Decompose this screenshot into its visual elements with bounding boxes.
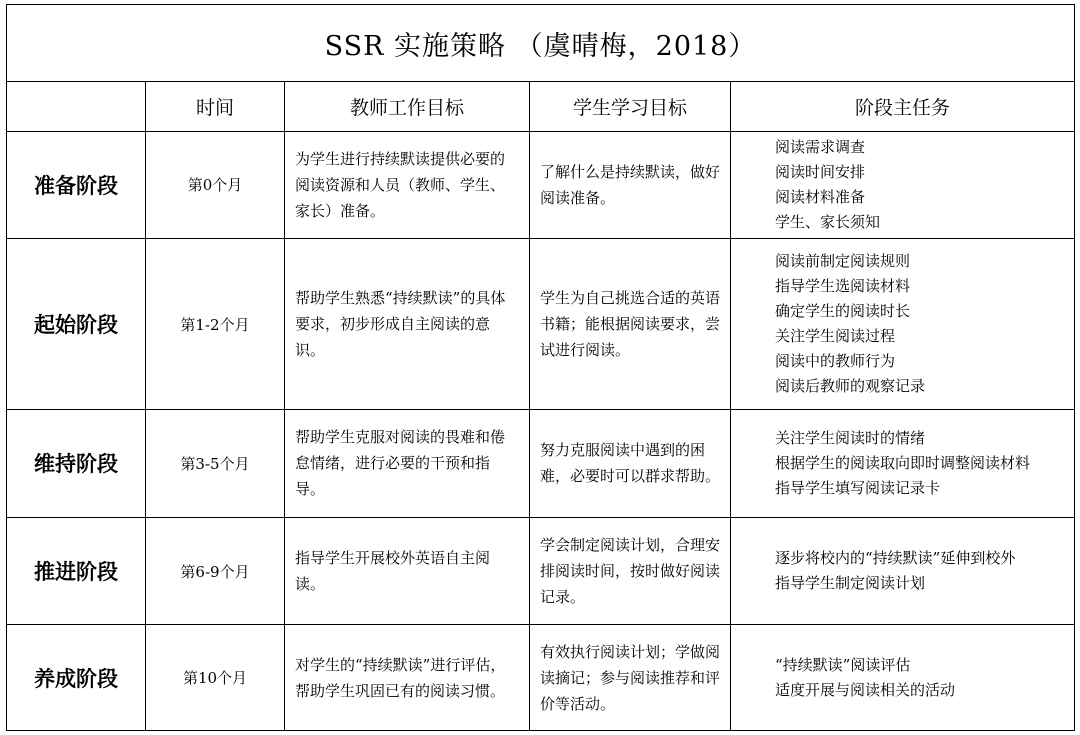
stage-time: 第1-2个月 xyxy=(146,239,285,410)
table-row xyxy=(7,625,1075,731)
header-teacher-goal: 教师工作目标 xyxy=(285,82,530,131)
task-item: 阅读后教师的观察记录 xyxy=(775,377,926,396)
task-item: 指导学生制定阅读计划 xyxy=(775,574,926,593)
stage-time: 第0个月 xyxy=(146,131,285,239)
main-tasks xyxy=(731,239,1075,410)
header-time: 时间 xyxy=(146,82,285,131)
table-row xyxy=(7,410,1075,518)
task-item: 根据学生的阅读取向即时调整阅读材料 xyxy=(775,453,1031,472)
teacher-goal: 对学生的“持续默读”进行评估，帮助学生巩固已有的阅读习惯。 xyxy=(285,625,530,731)
teacher-goal: 为学生进行持续默读提供必要的阅读资源和人员（教师、学生、家长）准备。 xyxy=(285,131,530,239)
task-item: “持续默读”阅读评估 xyxy=(775,655,911,674)
task-item: 学生、家长须知 xyxy=(775,212,881,231)
teacher-goal: 帮助学生熟悉“持续默读”的具体要求，初步形成自主阅读的意识。 xyxy=(285,239,530,410)
teacher-goal: 指导学生开展校外英语自主阅读。 xyxy=(285,517,530,625)
task-item: 确定学生的阅读时长 xyxy=(775,302,911,321)
header-main-tasks: 阶段主任务 xyxy=(731,82,1075,131)
main-tasks xyxy=(731,131,1075,239)
main-tasks xyxy=(731,410,1075,518)
task-item: 阅读前制定阅读规则 xyxy=(775,252,911,271)
stage-time: 第3-5个月 xyxy=(146,410,285,518)
table-title: SSR 实施策略 （虞晴梅，2018） xyxy=(7,5,1075,82)
task-item: 逐步将校内的“持续默读”延伸到校外 xyxy=(775,549,1016,568)
task-item: 阅读中的教师行为 xyxy=(775,352,896,371)
main-tasks xyxy=(731,625,1075,731)
student-goal: 努力克服阅读中遇到的困难，必要时可以群求帮助。 xyxy=(530,410,731,518)
task-item: 指导学生填写阅读记录卡 xyxy=(775,478,941,497)
student-goal: 学生为自己挑选合适的英语书籍；能根据阅读要求，尝试进行阅读。 xyxy=(530,239,731,410)
table-row xyxy=(7,517,1075,625)
header-student-goal: 学生学习目标 xyxy=(530,82,731,131)
stage-name: 推进阶段 xyxy=(7,517,146,625)
task-item: 阅读需求调查 xyxy=(775,137,866,156)
header-row xyxy=(7,82,1075,131)
stage-time: 第6-9个月 xyxy=(146,517,285,625)
ssr-strategy-table xyxy=(6,4,1075,731)
header-stage xyxy=(7,82,146,131)
stage-name: 准备阶段 xyxy=(7,131,146,239)
student-goal: 学会制定阅读计划，合理安排阅读时间，按时做好阅读记录。 xyxy=(530,517,731,625)
table-row xyxy=(7,131,1075,239)
student-goal: 了解什么是持续默读，做好阅读准备。 xyxy=(530,131,731,239)
stage-time: 第10个月 xyxy=(146,625,285,731)
stage-name: 养成阶段 xyxy=(7,625,146,731)
task-item: 适度开展与阅读相关的活动 xyxy=(775,680,956,699)
task-item: 阅读时间安排 xyxy=(775,162,866,181)
table-row xyxy=(7,239,1075,410)
task-item: 关注学生阅读时的情绪 xyxy=(775,428,926,447)
task-item: 阅读材料准备 xyxy=(775,187,866,206)
task-item: 指导学生选阅读材料 xyxy=(775,277,911,296)
stage-name: 维持阶段 xyxy=(7,410,146,518)
task-item: 关注学生阅读过程 xyxy=(775,327,896,346)
teacher-goal: 帮助学生克服对阅读的畏难和倦怠情绪，进行必要的干预和指导。 xyxy=(285,410,530,518)
student-goal: 有效执行阅读计划；学做阅读摘记；参与阅读推荐和评价等活动。 xyxy=(530,625,731,731)
main-tasks xyxy=(731,517,1075,625)
stage-name: 起始阶段 xyxy=(7,239,146,410)
